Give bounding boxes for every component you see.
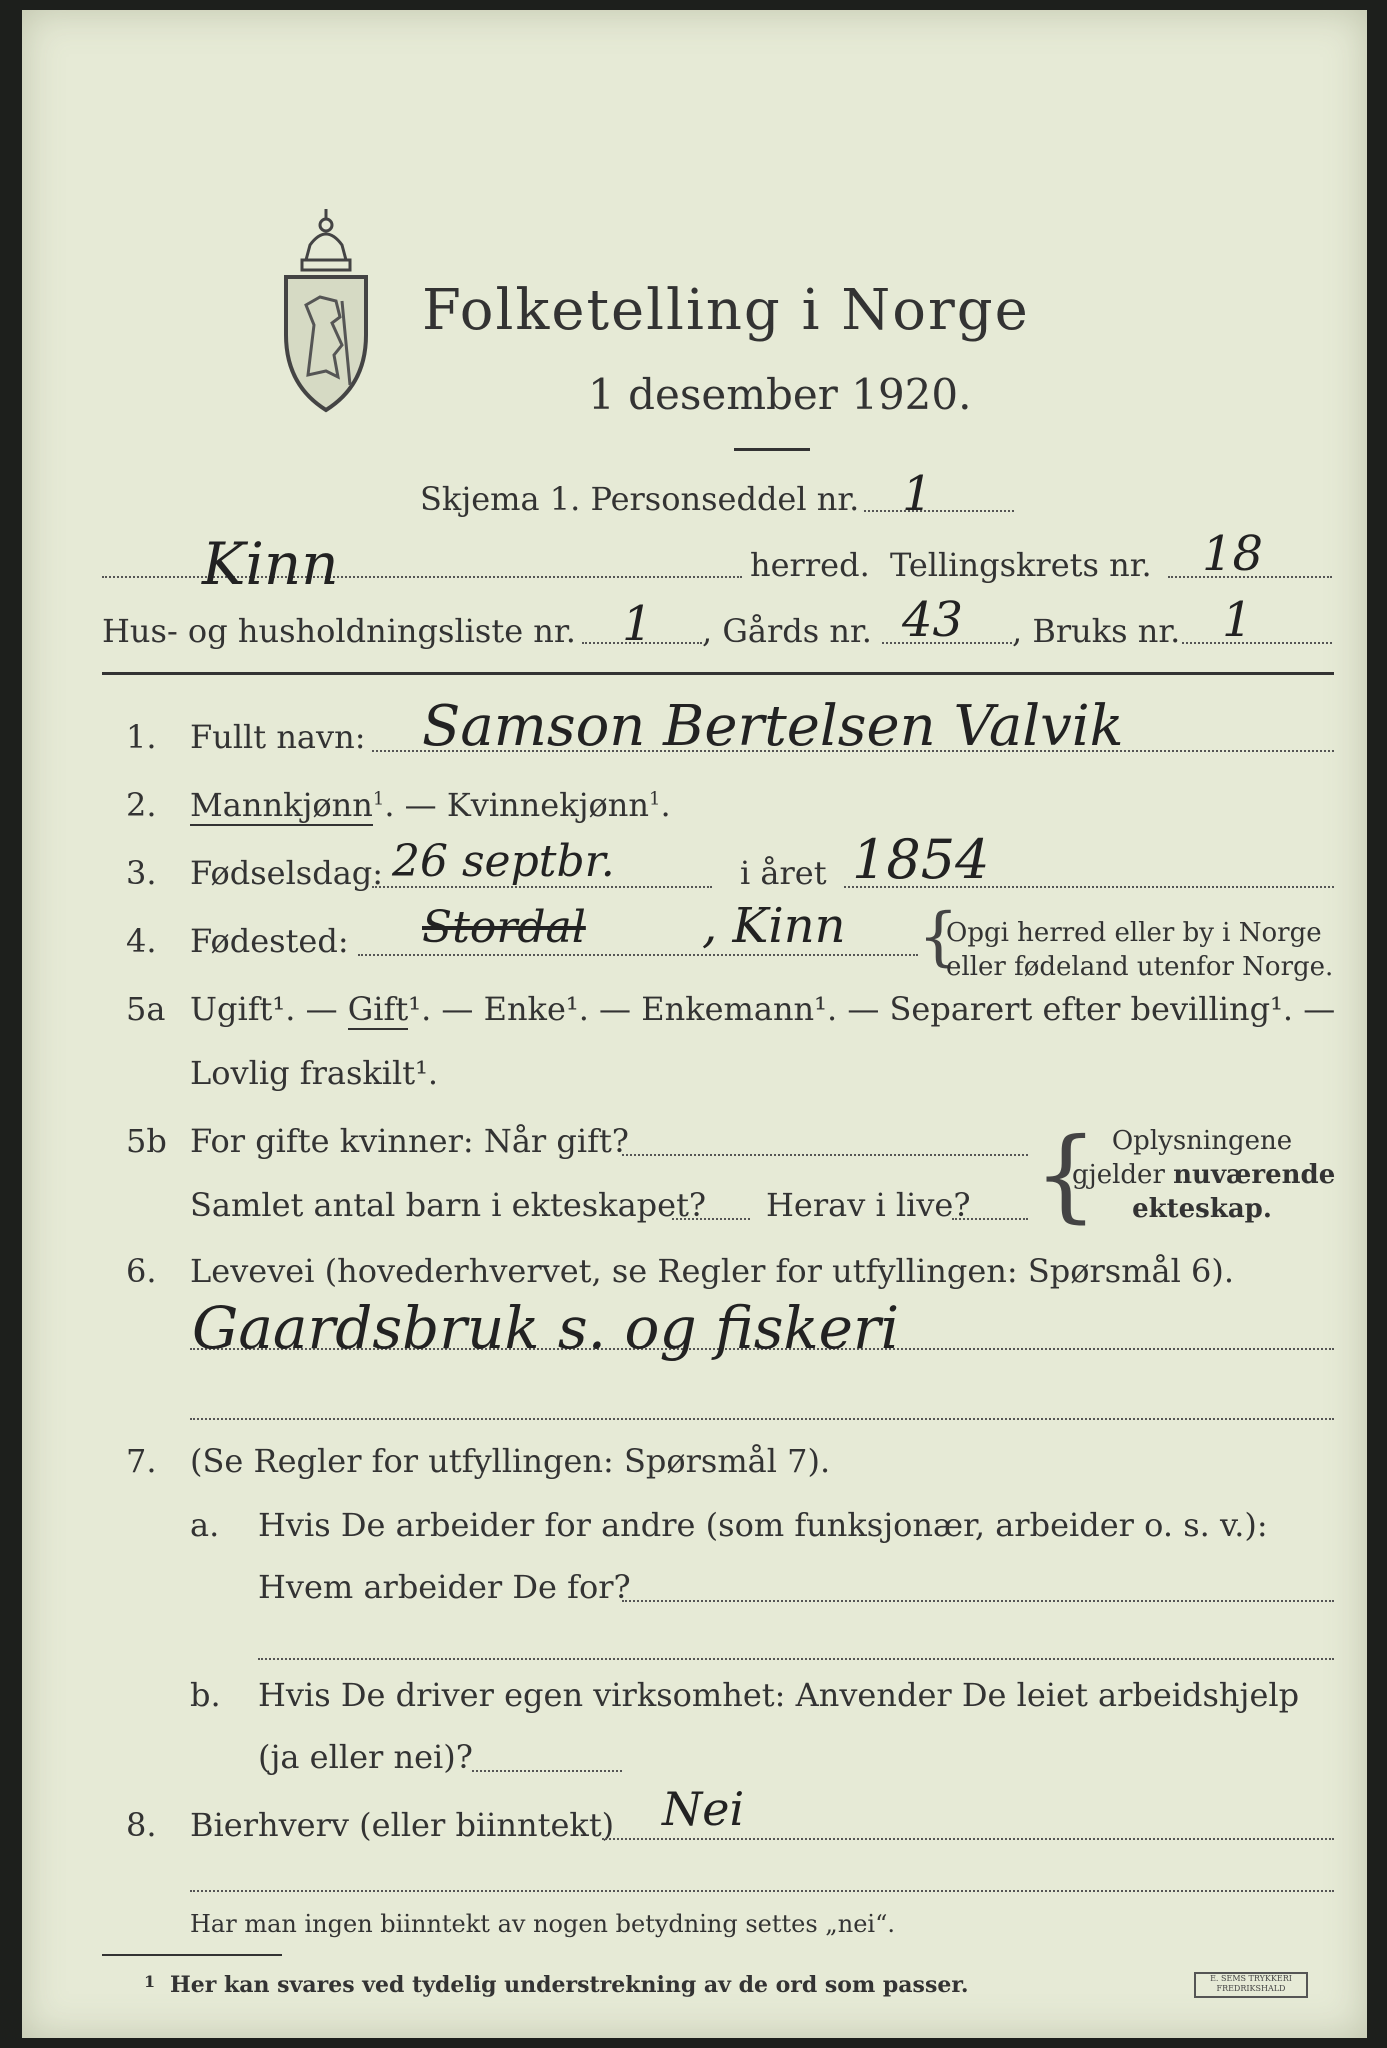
fodselsar-value: 1854 bbox=[852, 828, 990, 891]
fodselsdag-label: Fødselsdag: bbox=[190, 854, 384, 892]
tellingskrets-label: Tellingskrets nr. bbox=[890, 546, 1152, 584]
lovlig-fraskilt-option: Lovlig fraskilt¹. bbox=[190, 1054, 439, 1092]
fodested-value: , Kinn bbox=[702, 898, 846, 954]
q7a-text: Hvis De arbeider for andre (som funksjonær, arbeider o. s. v.): bbox=[258, 1506, 1268, 1544]
i-aret-label: i året bbox=[740, 854, 827, 892]
fodested-label: Fødested: bbox=[190, 922, 349, 960]
bierhverv-label: Bierhverv (eller biinntekt) bbox=[190, 1806, 615, 1844]
fullt-navn-value: Samson Bertelsen Valvik bbox=[422, 694, 1124, 759]
fodested-struck-value: Stordal bbox=[422, 902, 586, 953]
gift-option: Gift bbox=[347, 990, 409, 1028]
form-title: Folketelling i Norge bbox=[422, 278, 1030, 343]
printer-stamp: E. SEMS TRYKKERI FREDRIKSHALD bbox=[1194, 1972, 1308, 1998]
ekteskap-note: Oplysningene gjelder nuværende ekteskap. bbox=[1072, 1126, 1336, 1224]
herav-i-live-label: Herav i live? bbox=[766, 1186, 971, 1224]
mannkjonn-option: Mannkjønn bbox=[190, 786, 373, 824]
coat-of-arms-icon bbox=[280, 205, 372, 415]
levevei-label: Levevei (hovederhvervet, se Regler for utfyllingen: Spørsmål 6). bbox=[190, 1252, 1235, 1290]
levevei-value: Gaardsbruk s. og fiskeri bbox=[192, 1294, 900, 1362]
form-date: 1 desember 1920. bbox=[588, 370, 972, 419]
nei-instruction: Har man ingen biinntekt av nogen betydning settes „nei“. bbox=[190, 1910, 895, 1938]
personseddel-nr-value: 1 bbox=[902, 466, 933, 522]
antal-barn-label: Samlet antal barn i ekteskapet? bbox=[190, 1186, 707, 1224]
herred-value: Kinn bbox=[202, 530, 339, 598]
gards-label: , Gårds nr. bbox=[702, 612, 872, 650]
bierhverv-value: Nei bbox=[662, 1782, 745, 1836]
sivilstand-field: Ugift¹. — Gift¹. — Enke¹. — Enkemann¹. — Separert efter bevilling¹. — bbox=[190, 990, 1336, 1028]
kjonn-field: Mannkjønn$^1$. — Kvinnekjønn$^1$. bbox=[190, 786, 671, 824]
skjema-label: Skjema 1. Personseddel nr. bbox=[420, 480, 860, 518]
gards-value: 43 bbox=[902, 592, 964, 648]
kvinnekjonn-option: Kvinnekjønn bbox=[446, 786, 649, 824]
nar-gift-label: For gifte kvinner: Når gift? bbox=[190, 1122, 629, 1160]
hus-label: Hus- og husholdningsliste nr. bbox=[102, 612, 576, 650]
fodselsdag-value: 26 septbr. bbox=[392, 836, 615, 887]
hvem-arbeider-label: Hvem arbeider De for? bbox=[258, 1568, 631, 1606]
fodested-note: Opgi herred eller by i Norge eller fødeland utenfor Norge. bbox=[946, 918, 1334, 982]
q7-label: (Se Regler for utfyllingen: Spørsmål 7). bbox=[190, 1442, 831, 1480]
hus-value: 1 bbox=[622, 596, 653, 652]
q7b-text: Hvis De driver egen virksomhet: Anvender De leiet arbeidshjelp bbox=[258, 1676, 1300, 1714]
tellingskrets-value: 18 bbox=[1202, 526, 1264, 582]
herred-label: herred. bbox=[750, 546, 870, 584]
title-divider bbox=[734, 448, 810, 451]
bruks-label: , Bruks nr. bbox=[1012, 612, 1181, 650]
bruks-value: 1 bbox=[1222, 592, 1253, 648]
fullt-navn-label: Fullt navn: bbox=[190, 718, 366, 756]
header-rule bbox=[102, 672, 1334, 675]
census-form: Folketelling i Norge 1 desember 1920. Skjema 1. Personseddel nr. 1 Kinn herred. Tellingskrets nr. 18 Hus- og husholdningsliste nr. 1 , Gårds nr. 43 , Bruks nr. 1 1. Fullt navn: Samson Bertelsen Valvik 2. Mannkjønn$^1$. — Kvinnekjønn$^1$. 3. Fødselsdag: 26 septbr. i året 1854 4. Fødested: Stordal , Kinn { Opgi herred eller by i Norge eller fødeland utenfor Norge. 5a Ugift¹. — Gift¹. — Enke¹. — Enkemann¹. — Separert efter bevilling¹. — Lovlig fraskilt¹. 5b For gifte kvinner: Når gift? Samlet antal barn i ekteskapet? Herav i live? { Oplysningene gjelder nuværende ekteskap. 6. Levevei (hovederhvervet, se Regler for utfyllingen: Spørsmål 6). Gaardsbruk s. og fiskeri 7. (Se Regler for utfyllingen: Spørsmål 7). a. Hvis De arbeider for andre (som funksjonær, arbeider o. s. v.): Hvem arbeider De for? b. Hvis De driver egen virksomhet: Anvender De leiet arbeidshjelp (ja eller nei)? 8. Bierhverv (eller biinntekt) Nei Har man ingen biinntekt av nogen betydning settes „nei“. 1 Her kan svares ved tydelig understrekning av de ord som passer. E. SEMS TRYKKERI FREDRIKSHALD bbox=[22, 10, 1367, 2038]
footnote: Her kan svares ved tydelig understrekning av de ord som passer. bbox=[170, 1972, 969, 1998]
ja-eller-nei-label: (ja eller nei)? bbox=[258, 1738, 473, 1776]
